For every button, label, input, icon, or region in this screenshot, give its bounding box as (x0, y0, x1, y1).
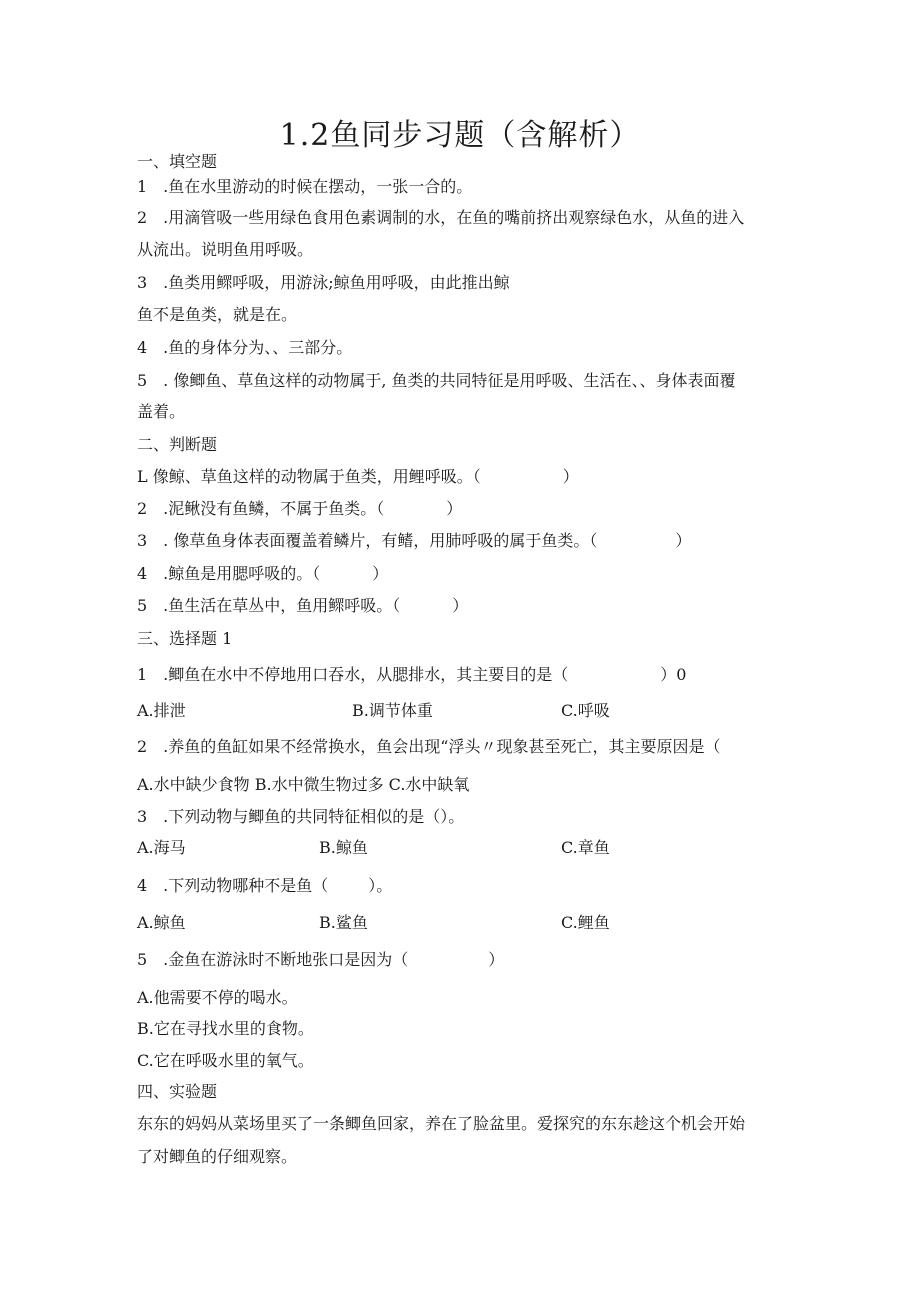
choice-question-1 (137, 665, 686, 685)
page-title: 1.2鱼同步习题（含解析） (279, 118, 641, 153)
choice-question-1-text: 1 .鲫鱼在水中不停地用口吞水，从腮排水，其主要目的是（ (137, 665, 569, 684)
judge-question-3-bracket: ） (675, 531, 692, 550)
choice-question-2: 2 .养鱼的鱼缸如果不经常换水，鱼会出现“浮头〃现象甚至死亡，其主要原因是（ (137, 737, 721, 756)
choice-question-4-option-a: A.鲸鱼 (137, 913, 186, 932)
judge-question-5 (137, 596, 468, 616)
choice-question-5-bracket: ） (488, 950, 505, 969)
judge-question-4 (137, 564, 388, 584)
choice-question-5-option-a: A.他需要不停的喝水。 (137, 988, 298, 1007)
choice-question-3-option-b: B.鲸鱼 (319, 838, 368, 857)
judge-question-2 (137, 499, 462, 519)
choice-question-3-option-c: C.章鱼 (561, 838, 610, 857)
judge-question-2-bracket: ） (446, 499, 463, 518)
choice-question-5-option-c: C.它在呼吸水里的氧气。 (137, 1051, 314, 1070)
fill-question-5-line-2: 盖着。 (137, 402, 186, 421)
judge-question-4-bracket: ） (372, 564, 389, 583)
judge-question-3-text: 3 . 像草鱼身体表面覆盖着鳞片，有鳍，用肺呼吸的属于鱼类。（ (137, 531, 598, 550)
choice-question-3: 3 .下列动物与鲫鱼的共同特征相似的是（）。 (137, 807, 465, 826)
choice-question-4 (137, 876, 392, 896)
choice-question-4-option-b: B.鲨鱼 (319, 913, 368, 932)
judge-question-4-text: 4 .鲸鱼是用腮呼吸的。（ (137, 564, 321, 583)
fill-question-5-line-1: 5 . 像鲫鱼、草鱼这样的动物属于, 鱼类的共同特征是用呼吸、生活在、、身体表面覆 (137, 371, 736, 390)
choice-question-3-option-a: A.海马 (137, 838, 186, 857)
choice-question-5 (137, 950, 504, 970)
choice-question-4-bracket: ）。 (368, 876, 393, 895)
choice-question-1-option-c: C.呼吸 (561, 701, 610, 720)
choice-question-5-text: 5 .金鱼在游泳时不断地张口是因为（ (137, 950, 409, 969)
fill-question-3-line-1: 3 .鱼类用鳏呼吸，用游泳;鲸鱼用呼吸，由此推出鲸 (137, 273, 510, 292)
judge-question-1 (137, 467, 579, 487)
section-heading-experiment: 四、实验题 (137, 1082, 218, 1101)
choice-question-4-text: 4 .下列动物哪种不是鱼（ (137, 876, 329, 895)
fill-question-3-line-2: 鱼不是鱼类，就是在。 (137, 305, 298, 324)
choice-question-1-bracket: ）0 (660, 665, 687, 684)
choice-question-4-option-c: C.鲤鱼 (561, 913, 610, 932)
experiment-paragraph-line-1: 东东的妈妈从菜场里买了一条鲫鱼回家，养在了脸盆里。爱探究的东东趁这个机会开始 (137, 1114, 746, 1133)
judge-question-5-bracket: ） (452, 596, 469, 615)
judge-question-1-text: L 像鲸、草鱼这样的动物属于鱼类，用鲤呼吸。（ (137, 467, 481, 486)
choice-question-1-option-a: A.排泄 (137, 701, 186, 720)
fill-question-2-line-1: 2 .用滴管吸一些用绿色食用色素调制的水，在鱼的嘴前挤出观察绿色水，从鱼的进入 (137, 208, 745, 227)
judge-question-1-bracket: ） (562, 467, 579, 486)
judge-question-2-text: 2 .泥鳅没有鱼鳞，不属于鱼类。（ (137, 499, 385, 518)
judge-question-3 (137, 531, 691, 551)
section-heading-choice: 三、选择题 1 (137, 629, 233, 648)
section-heading-fill: 一、填空题 (137, 152, 218, 171)
fill-question-1: 1 .鱼在水里游动的时候在摆动，一张一合的。 (137, 177, 473, 196)
section-heading-judge: 二、判断题 (137, 435, 218, 454)
experiment-paragraph-line-2: 了对鲫鱼的仔细观察。 (137, 1147, 298, 1166)
fill-question-2-line-2: 从流出。说明鱼用呼吸。 (137, 240, 314, 259)
choice-question-2-options: A.水中缺少食物 B.水中微生物过多 C.水中缺氧 (137, 775, 470, 794)
judge-question-5-text: 5 .鱼生活在草丛中，鱼用鳏呼吸。（ (137, 596, 401, 615)
choice-question-1-option-b: B.调节体重 (352, 701, 433, 720)
choice-question-5-option-b: B.它在寻找水里的食物。 (137, 1019, 314, 1038)
fill-question-4: 4 .鱼的身体分为、、三部分。 (137, 338, 353, 357)
